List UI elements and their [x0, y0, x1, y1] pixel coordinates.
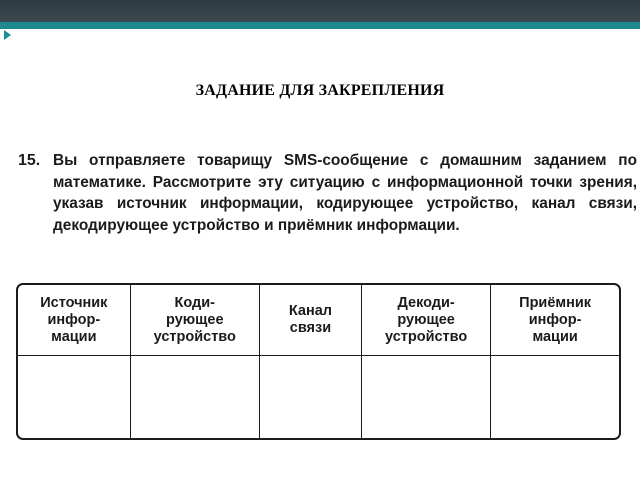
triangle-bullet-icon [4, 30, 11, 40]
header-receiver: Приёмник инфор- мации [491, 285, 619, 356]
cell-source[interactable] [18, 356, 130, 441]
table-row [18, 356, 619, 441]
cell-receiver[interactable] [491, 356, 619, 441]
cell-channel[interactable] [259, 356, 361, 441]
header-channel: Канал связи [259, 285, 361, 356]
header-accent-stripe [0, 22, 640, 29]
cell-decoder[interactable] [362, 356, 491, 441]
task-text: Вы отправляете товарищу SMS-сообщение с домашним заданием по математике. Рассмотрите эту ситуацию с информационной точки зрения, указав источник информации, кодирующее устройство, канал связи, декодирующее устройство и приёмник информации. [53, 152, 637, 234]
task-number: 15. [18, 152, 41, 169]
header-source: Источник инфор- мации [18, 285, 130, 356]
answer-table [16, 283, 621, 440]
header-decoder: Декоди- рующее устройство [362, 285, 491, 356]
header-bar [0, 0, 640, 22]
info-table [18, 285, 619, 440]
cell-encoder[interactable] [130, 356, 259, 441]
slide-title: ЗАДАНИЕ ДЛЯ ЗАКРЕПЛЕНИЯ [195, 82, 445, 99]
table-header-row [18, 285, 619, 356]
header-encoder: Коди- рующее устройство [130, 285, 259, 356]
